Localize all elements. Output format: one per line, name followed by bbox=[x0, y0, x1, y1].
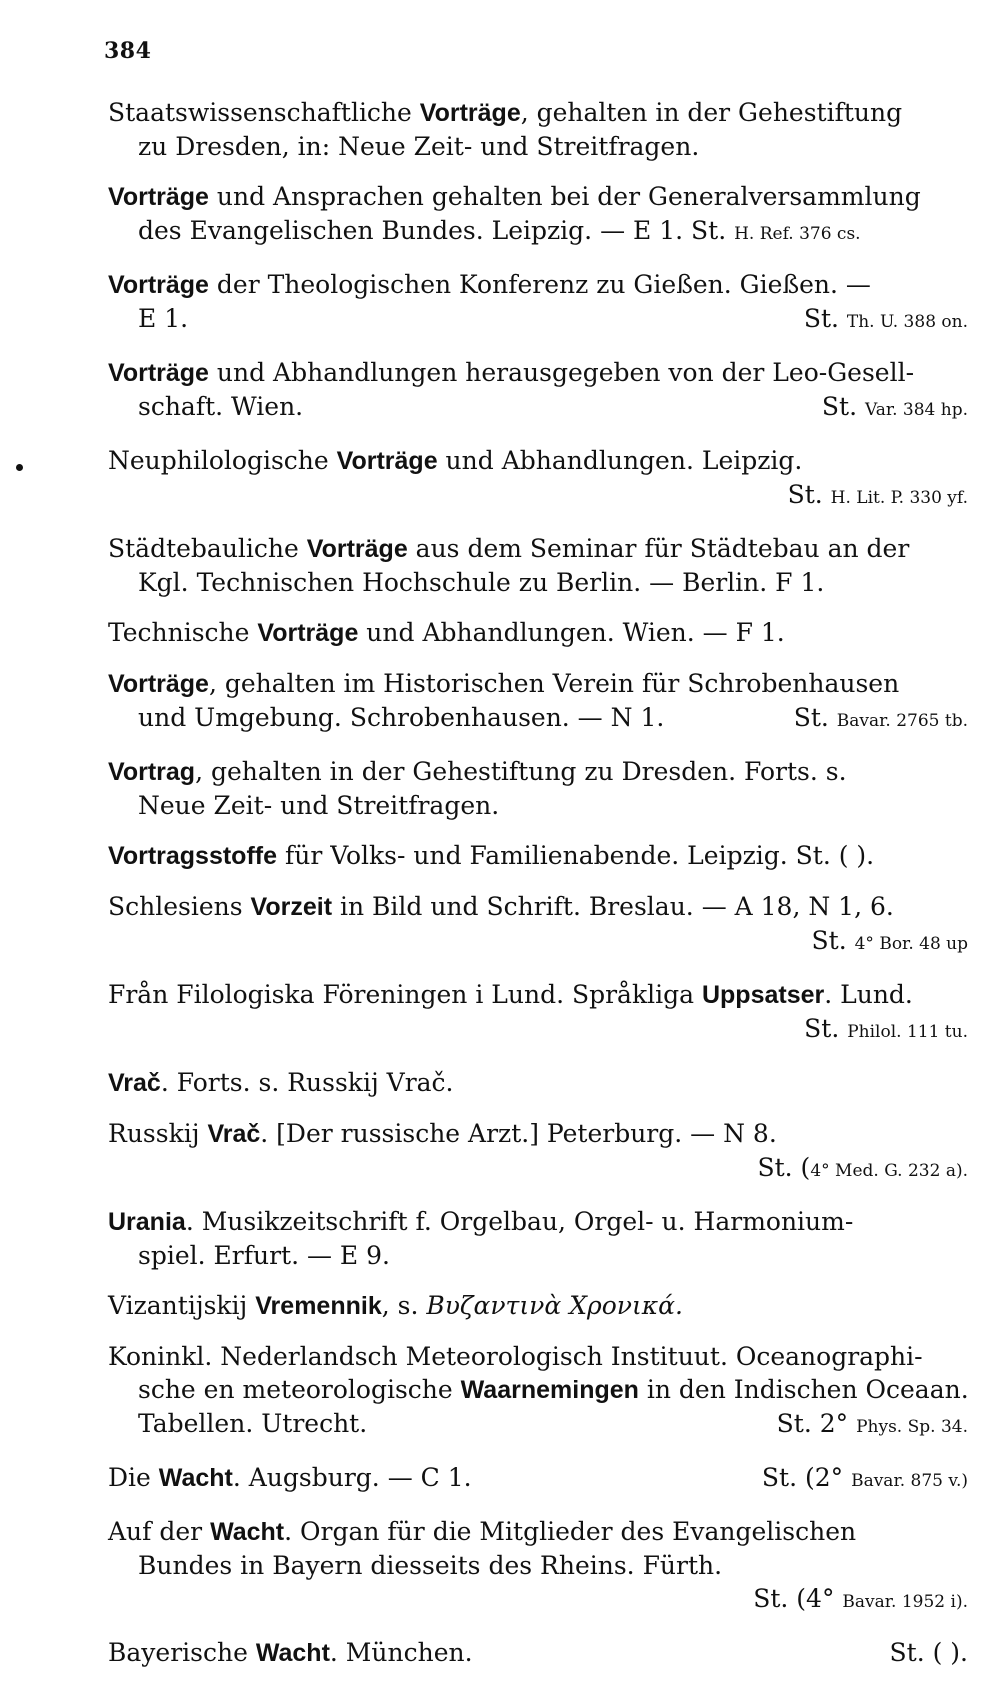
index-entry bbox=[108, 96, 968, 163]
index-entry bbox=[108, 616, 968, 650]
entry-text: . Lund. bbox=[824, 980, 913, 1009]
entry-continuation: Kgl. Technischen Hochschule zu Berlin. — Berlin. F 1. bbox=[138, 568, 825, 597]
shelf-mark: Var. 384 hp. bbox=[864, 400, 968, 420]
entry-continuation: schaft. Wien. bbox=[138, 392, 304, 421]
index-list bbox=[108, 96, 968, 1687]
location-prefix: St. bbox=[787, 480, 823, 509]
entry-text: Vizantijskij bbox=[108, 1291, 256, 1320]
index-entry bbox=[108, 1066, 968, 1100]
index-entry bbox=[108, 1205, 968, 1272]
index-entry bbox=[108, 356, 968, 427]
greek-title: Βυζαντινὰ Χρονικά. bbox=[426, 1291, 683, 1320]
index-entry bbox=[108, 890, 968, 961]
location-prefix: St. ( ). bbox=[889, 1638, 968, 1667]
entry-text: und Abhandlungen. Leipzig. bbox=[437, 446, 803, 475]
entry-keyword: Wacht bbox=[158, 1464, 233, 1492]
entry-text: Staatswissenschaftliche bbox=[108, 98, 420, 127]
shelf-mark: 4° Med. G. 232 a). bbox=[810, 1161, 968, 1181]
shelf-mark: H. Ref. 376 cs. bbox=[734, 224, 861, 244]
index-entry bbox=[108, 268, 968, 339]
entry-continuation: in den Indischen Oceaan. bbox=[638, 1375, 969, 1404]
location-prefix: St. (2° bbox=[761, 1463, 844, 1492]
index-entry bbox=[108, 1340, 968, 1444]
index-entry bbox=[108, 180, 968, 251]
shelf-mark: Bavar. 1952 i). bbox=[842, 1592, 968, 1612]
entry-keyword: Vorträge bbox=[257, 619, 359, 647]
entry-keyword: Vortragsstoffe bbox=[108, 842, 278, 870]
shelf-mark: H. Lit. P. 330 yf. bbox=[830, 488, 968, 508]
entry-text: und Abhandlungen herausgegeben von der Leo-Gesell- bbox=[208, 358, 915, 387]
index-entry bbox=[108, 532, 968, 599]
entry-keyword: Uppsatser bbox=[701, 981, 825, 1009]
shelf-mark: Philol. 111 tu. bbox=[847, 1022, 968, 1042]
location-prefix: St. bbox=[811, 926, 847, 955]
entry-text: , gehalten im Historischen Verein für Schrobenhausen bbox=[208, 669, 900, 698]
index-entry bbox=[108, 1515, 968, 1619]
location-prefix: St. ( bbox=[757, 1153, 811, 1182]
shelf-mark: Phys. Sp. 34. bbox=[856, 1417, 968, 1437]
entry-continuation: und Umgebung. Schrobenhausen. — N 1. bbox=[138, 703, 665, 732]
entry-text: Bayerische bbox=[108, 1638, 256, 1667]
entry-keyword: Vrač bbox=[207, 1120, 261, 1148]
entry-keyword: Vorträge bbox=[108, 359, 209, 387]
entry-keyword: Vremennik bbox=[255, 1292, 382, 1320]
entry-text: aus dem Seminar für Städtebau an der bbox=[407, 534, 910, 563]
location-prefix: St. bbox=[793, 703, 829, 732]
index-entry bbox=[108, 444, 968, 515]
location-prefix: St. bbox=[821, 392, 858, 421]
entry-text: . [Der russische Arzt.] Peterburg. — N 8. bbox=[260, 1119, 777, 1148]
entry-text: , gehalten in der Gehestiftung zu Dresden. Forts. s. bbox=[195, 757, 847, 786]
entry-keyword: Vorträge bbox=[419, 99, 521, 127]
entry-continuation: spiel. Erfurt. — E 9. bbox=[138, 1241, 390, 1270]
shelf-mark: Bavar. 2765 tb. bbox=[836, 711, 968, 731]
entry-text: . Musikzeitschrift f. Orgelbau, Orgel- u. Harmonium- bbox=[185, 1207, 854, 1236]
entry-keyword: Wacht bbox=[210, 1518, 285, 1546]
entry-text: Die bbox=[108, 1463, 159, 1492]
location-prefix: St. 2° bbox=[776, 1409, 849, 1438]
entry-text: in Bild und Schrift. Breslau. — A 18, N 1, 6. bbox=[332, 892, 894, 921]
entry-keyword: Vorträge bbox=[108, 271, 209, 299]
shelf-mark: Bavar. 875 v.) bbox=[851, 1471, 968, 1491]
entry-continuation: Tabellen. Utrecht. bbox=[138, 1409, 368, 1438]
index-entry bbox=[108, 978, 968, 1049]
entry-text: Russkij bbox=[108, 1119, 208, 1148]
entry-text: , s. bbox=[381, 1291, 427, 1320]
entry-continuation: zu Dresden, in: Neue Zeit- und Streitfragen. bbox=[138, 132, 700, 161]
shelf-mark: 4° Bor. 48 up bbox=[854, 934, 968, 954]
entry-keyword: Vorträge bbox=[108, 183, 209, 211]
page-number: 384 bbox=[104, 38, 152, 64]
entry-keyword: Vorzeit bbox=[250, 893, 333, 921]
entry-keyword: Urania bbox=[108, 1208, 186, 1236]
entry-text: . Forts. s. Russkij Vrač. bbox=[160, 1068, 454, 1097]
ink-dot bbox=[16, 464, 23, 471]
entry-text: Neuphilologische bbox=[108, 446, 337, 475]
shelf-mark: Th. U. 388 on. bbox=[846, 312, 968, 332]
index-entry bbox=[108, 1461, 968, 1498]
entry-keyword: Vorträge bbox=[306, 535, 408, 563]
entry-text: . Augsburg. — C 1. bbox=[232, 1463, 472, 1492]
entry-keyword: Vorträge bbox=[108, 670, 209, 698]
entry-keyword: Vrač bbox=[108, 1069, 161, 1097]
entry-text: . Organ für die Mitglieder des Evangelischen bbox=[284, 1517, 857, 1546]
entry-text: der Theologischen Konferenz zu Gießen. Gießen. — bbox=[208, 270, 871, 299]
index-entry bbox=[108, 839, 968, 873]
entry-text: Schlesiens bbox=[108, 892, 251, 921]
entry-text: Technische bbox=[108, 618, 258, 647]
index-entry bbox=[108, 755, 968, 822]
entry-continuation: des Evangelischen Bundes. Leipzig. — E 1. St. bbox=[138, 216, 727, 245]
entry-text: Koninkl. Nederlandsch Meteorologisch Instituut. Oceanographi- bbox=[108, 1342, 923, 1371]
location-prefix: St. bbox=[803, 304, 839, 333]
entry-text: für Volks- und Familienabende. Leipzig. St. ( ). bbox=[277, 841, 875, 870]
index-entry bbox=[108, 667, 968, 738]
entry-keyword: Waarnemingen bbox=[460, 1376, 639, 1404]
entry-text: und Abhandlungen. Wien. — F 1. bbox=[358, 618, 785, 647]
entry-keyword: Vorträge bbox=[336, 447, 438, 475]
entry-keyword: Wacht bbox=[255, 1639, 330, 1667]
location-prefix: St. (4° bbox=[753, 1584, 835, 1613]
entry-text: Från Filologiska Föreningen i Lund. Språkliga bbox=[108, 980, 702, 1009]
location-prefix: St. bbox=[804, 1014, 840, 1043]
entry-continuation: Bundes in Bayern diesseits des Rheins. Fürth. bbox=[138, 1551, 723, 1580]
entry-text: Städtebauliche bbox=[108, 534, 307, 563]
index-entry bbox=[108, 1636, 968, 1670]
index-entry bbox=[108, 1289, 968, 1323]
entry-continuation: sche en meteorologische bbox=[138, 1375, 461, 1404]
entry-text: , gehalten in der Gehestiftung bbox=[520, 98, 903, 127]
entry-text: Auf der bbox=[108, 1517, 211, 1546]
entry-continuation: Neue Zeit- und Streitfragen. bbox=[138, 791, 500, 820]
index-entry bbox=[108, 1117, 968, 1188]
entry-text: . München. bbox=[329, 1638, 473, 1667]
entry-keyword: Vortrag bbox=[108, 758, 196, 786]
entry-text: und Ansprachen gehalten bei der Generalversammlung bbox=[208, 182, 921, 211]
entry-continuation: E 1. bbox=[138, 304, 189, 333]
